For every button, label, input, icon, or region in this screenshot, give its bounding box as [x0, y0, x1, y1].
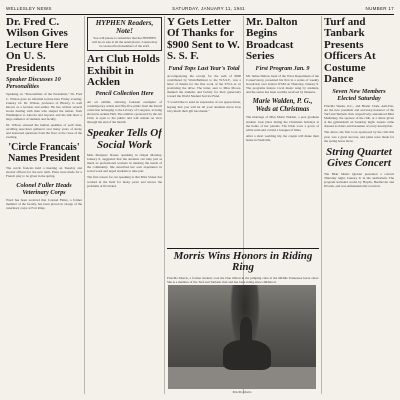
article-body: Priscilla Weeks, K.L., and Hester Clark, Anti-Pan, are the new president and secretary-treasurer of the Turf and Tanbark club, respectively, announced Miss Mullarkey, the sponsor of the club, at a dance given at the gymnasium on Saturday night. Guests came dressed as riders and horsemen of every description. — [324, 103, 394, 129]
subhead-pencil-collection: Pencil Collection Here — [95, 90, 154, 98]
notice-headline: HYPHEN Readers, Note! — [95, 19, 154, 35]
photo-caption: Priscilla Morris — [232, 390, 252, 394]
headline-string-quartet: String Quartet Gives Concert — [326, 145, 392, 170]
article-body: Dr. Wilson stressed the human qualities of each man, recalling anecdotes gathered over many years of study, and answered questions from the floor at the close of the evening. — [6, 123, 82, 140]
headline-wilson-lecture: Dr. Fred C. Wilson Gives Lecture Here On U. S. Presidents — [6, 17, 69, 74]
masthead-number: NUMBER 17 — [365, 5, 394, 11]
ground-shape — [168, 367, 316, 389]
article-body: Mr. James Dalton, head of the Voice Department of the Conservatory, presented his first in a series of weekly broadcasts over station WSM on Thursday, January 9. The programs feature vocal music sung by students, and the series has been warmly received by listeners. — [246, 73, 319, 95]
column-divider — [84, 16, 85, 394]
column-divider — [164, 16, 165, 394]
column-5 — [324, 17, 394, 395]
headline-circle-francais: 'Circle Francais' Names President — [8, 142, 80, 164]
headline-art-club: Art Club Holds Exhibit in Acklen — [87, 53, 160, 88]
headline-walden-weds: Marie Walden, P. G., Weds at Christmas — [252, 97, 313, 114]
article-body: After a short wedding trip the couple will make their home in Nashville. — [246, 133, 319, 142]
headline-morris-honors: Morris Wins Honors in Riding Ring — [167, 248, 319, 274]
article-body: The cercle francais held a meeting on Tuesday and elected officers for the new term. Plans were made for a French play to be given in the spring. — [6, 166, 82, 179]
rider-shape — [240, 317, 252, 345]
headline-dalton-broadcast: Mr. Dalton Begins Broadcast Series — [246, 17, 298, 63]
masthead-rule — [6, 14, 394, 15]
headline-social-work: Speaker Tells Of Social Work — [87, 127, 162, 151]
headline-turf-tanbark: Turf and Tanbark Presents Officers At Costume Dance — [324, 17, 376, 86]
notice-box — [87, 17, 162, 51]
subhead-personalities: Speaker Discusses 10 Personalities — [6, 76, 61, 91]
article-body: The first reason for our speaking is that Miss Stoker has worked in the field for many years and knows the problems at first hand. — [87, 175, 162, 188]
headline-y-letter: Y Gets Letter Of Thanks for $900 Sent to W. S. S. F. — [167, 17, 240, 63]
center-story — [167, 248, 319, 284]
article-body: Miss Margaret Stoker, speaking in chapel Monday, January 6, suggested that the students can help just as much as professional workers in meeting the needs of the community. She described her own experience in social work and urged students to take part. — [87, 153, 162, 174]
article-body: The dance, the first to be sponsored by the club this year, was a great success, and plans were made for the spring horse show. — [324, 130, 394, 143]
article-body: Priscilla Morris, a former student, won the blue ribbon in the jumping class at the Middle Tennessee horse show. She is a member of the Turf and Tanbark club and has been riding since childhood. — [167, 275, 319, 284]
article-body: "I would like to send an expression of our appreciation, hoping that you will let all your students know how very much their gift has meant." — [167, 100, 241, 113]
article-body: An art exhibit, showing fourteen examples of contemporary artists and fifty-five prints from the Pencil collection belonging to the Library of Congress, is being shown in Acklen Hall. The exhibit, sponsored by the Art Club, is open to the public and will remain on view through the end of the month. — [87, 99, 162, 125]
riding-photo — [168, 285, 316, 389]
masthead — [6, 3, 394, 13]
subhead-fund-tops: Fund Tops Last Year's Total — [168, 64, 240, 72]
masthead-left: WELLESLEY NEWS — [6, 5, 52, 11]
notice-text: You will please to remember that the HYPHEN will be on sale at all the usual places. Copies may be secured from members of the staff. — [91, 35, 158, 49]
article-body: The Blair Music Quartet presented a concert Thursday night, January 9, in the auditorium. The program included works by Haydn, Beethoven and Dvorak, and was enthusiastically received. — [324, 171, 394, 188]
column-1 — [6, 17, 82, 395]
article-body: Accompanying the receipt for the sum of $900 contributed by Ward-Belmont to the W.S.S.F., was a letter of thanks for the fine work of the Y.W.C.A. in promoting the drive. The letter, sent to Miss Moore, thanked the students and faculty for their generosity toward the World Student Service Fund. — [167, 73, 241, 99]
article-body: Speaking on "Personalities of the Presidents," Dr. Fred C. Wilson gave an informal lecture here Friday evening, January 10. Dr. Wilson, professor of History, is well known as a lecturer and author. He has written several books dealing with men who shaped the nation, from Washington to Lincoln and beyond, and his talk drew a large audience of students and faculty. — [6, 92, 82, 121]
column-2 — [87, 17, 162, 395]
subhead-first-program: First Program Jan. 9 — [255, 64, 310, 72]
column-3 — [167, 17, 241, 282]
article-body: Word has been received that Colonel Fuller, a former member of the faculty, has been placed in charge of the veterinary corps at Fort Riley. — [6, 197, 82, 210]
column-divider — [321, 16, 322, 394]
column-4 — [246, 17, 319, 247]
subhead-colonel-fuller: Colonel Fuller Heads Veterinary Corps — [16, 181, 72, 196]
masthead-date: SATURDAY, JANUARY 11, 1941 — [172, 5, 245, 11]
article-body: The marriage of Miss Marie Walden, a post graduate student, took place during the Christmas holidays at the home of her parents. The bride wore a gown of white satin and carried a bouquet of lilies. — [246, 115, 319, 132]
subhead-new-members: Seven New Members Elected Saturday — [332, 87, 386, 102]
